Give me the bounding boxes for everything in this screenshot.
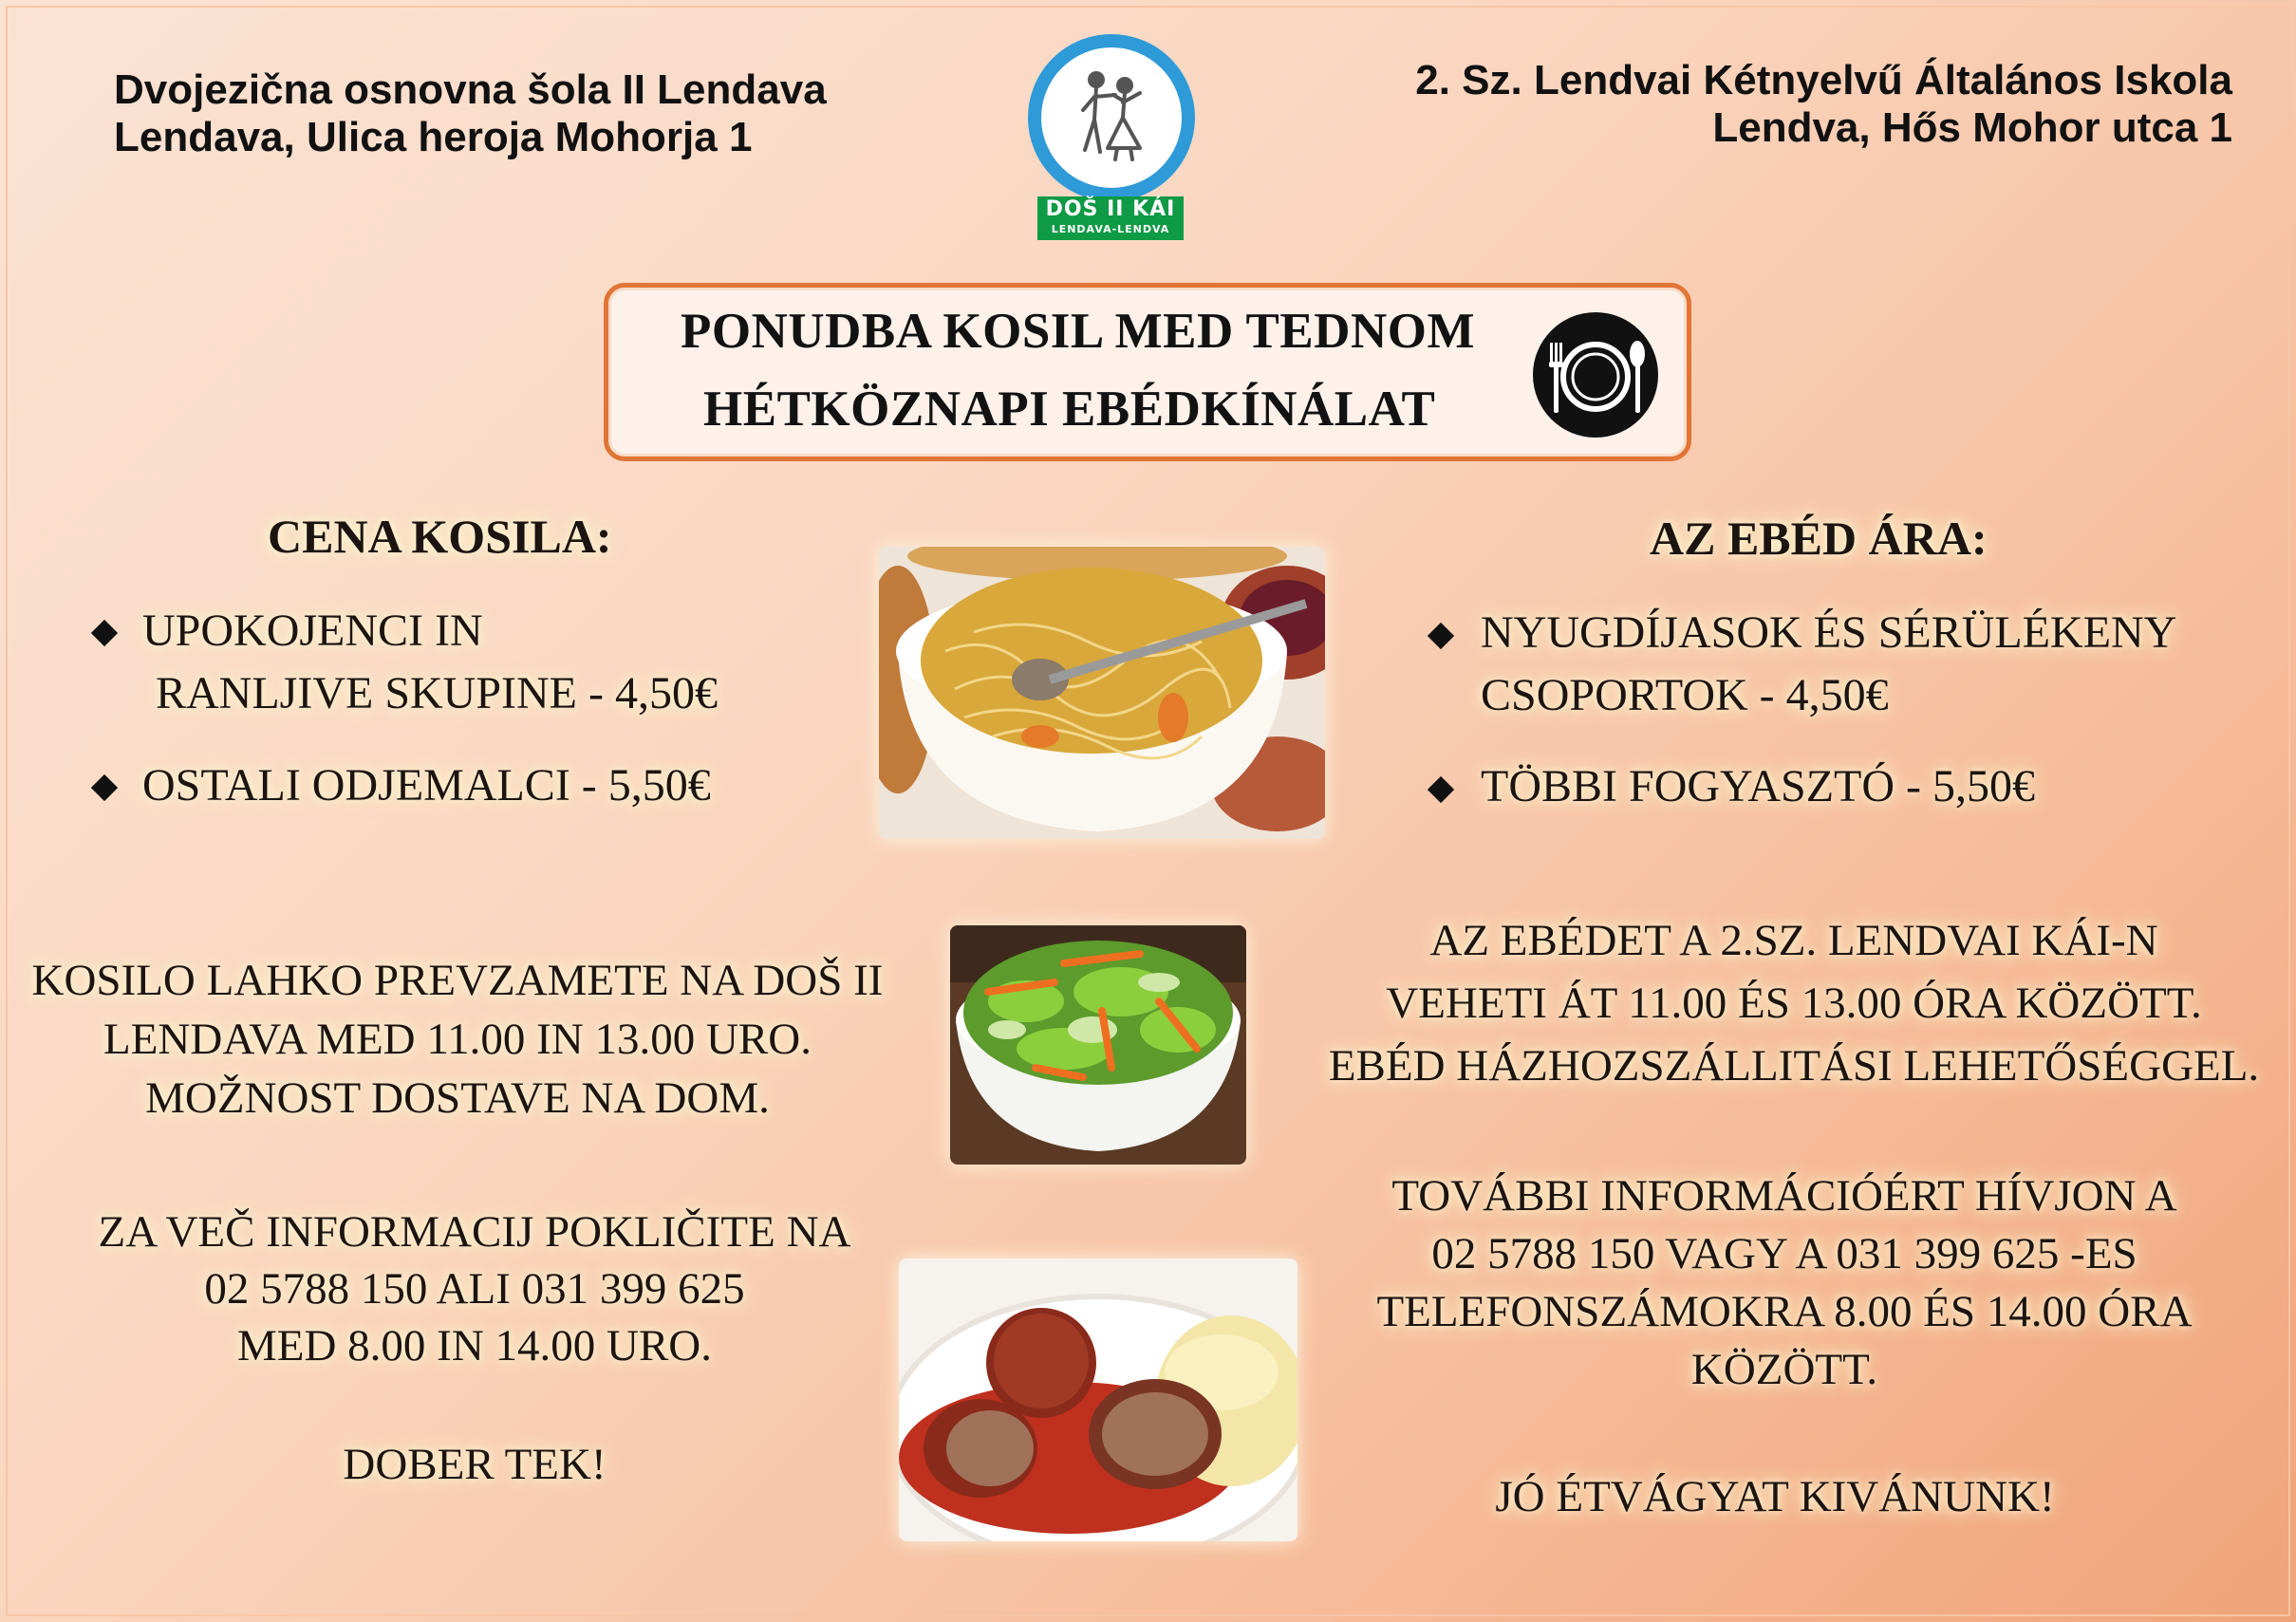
bullet-icon: [1428, 623, 1454, 649]
school-address-slovene: Lendava, Ulica heroja Mohorja 1: [114, 114, 753, 160]
pickup-line: KOSILO LAHKO PREVZAMETE NA DOŠ II: [31, 956, 884, 1005]
contact-line: 02 5788 150 VAGY A 031 399 625 -ES: [1431, 1229, 2137, 1278]
closing-slovene: DOBER TEK!: [343, 1440, 607, 1489]
salad-bowl-photo: [950, 925, 1246, 1165]
contact-line: KÖZÖTT.: [1690, 1345, 1878, 1394]
price-item-others-slovene: OSTALI ODJEMALCI - 5,50€: [142, 760, 711, 811]
logo-badge-title: DOŠ II KÁI: [1045, 197, 1176, 221]
contact-line: ZA VEČ INFORMACIJ POKLIČITE NA: [98, 1207, 851, 1257]
school-name-hungarian: 2. Sz. Lendvai Kétnyelvű Általános Iskola: [1415, 57, 2232, 103]
pickup-line: MOŽNOST DOSTAVE NA DOM.: [145, 1073, 770, 1123]
price-item-line: CSOPORTOK - 4,50€: [1481, 670, 1889, 720]
school-address-hungarian: Lendva, Hős Mohor utca 1: [1712, 104, 2232, 151]
school-header-hungarian: [1415, 57, 2232, 152]
title-slovene: PONUDBA KOSIL MED TEDNOM: [681, 304, 1476, 359]
closing-hungarian: JÓ ÉTVÁGYAT KIVÁNUNK!: [1495, 1472, 2055, 1521]
dancing-couple-icon: [1041, 47, 1182, 188]
bullet-icon: [91, 774, 118, 801]
pickup-info-hungarian: [1300, 909, 2287, 1097]
logo-badge: [1037, 196, 1184, 240]
contact-line: MED 8.00 IN 14.00 URO.: [236, 1321, 713, 1370]
price-item-pensioners-hungarian: [1481, 602, 2176, 727]
contact-line: 02 5788 150 ALI 031 399 625: [204, 1264, 745, 1314]
pickup-line: EBÉD HÁZHOZSZÁLLITÁSI LEHETŐSÉGGEL.: [1328, 1041, 2260, 1091]
price-item-line: NYUGDÍJASOK ÉS SÉRÜLÉKENY: [1481, 607, 2177, 658]
price-heading-slovene: CENA KOSILA:: [268, 510, 612, 563]
contact-info-hungarian: [1300, 1167, 2268, 1399]
pickup-line: AZ EBÉDET A 2.SZ. LENDVAI KÁI-N: [1429, 916, 2158, 965]
price-item-line: RANLJIVE SKUPINE - 4,50€: [156, 668, 718, 718]
price-item-others-hungarian: TÖBBI FOGYASZTÓ - 5,50€: [1481, 761, 2036, 811]
pickup-line: LENDAVA MED 11.00 IN 13.00 URO.: [103, 1015, 812, 1064]
logo-ring: [1028, 34, 1195, 201]
price-item-pensioners-slovene: [142, 600, 718, 725]
school-header-slovene: [114, 66, 827, 161]
school-name-slovene: Dvojezična osnovna šola II Lendava: [114, 66, 827, 113]
price-heading-hungarian: AZ EBÉD ÁRA:: [1650, 512, 1988, 565]
contact-line: TOVÁBBI INFORMÁCIÓÉRT HÍVJON A: [1391, 1171, 2177, 1221]
pickup-line: VEHETI ÁT 11.00 ÉS 13.00 ÓRA KÖZÖTT.: [1386, 979, 2202, 1028]
meatballs-mashed-potato-photo: [899, 1258, 1297, 1541]
title-hungarian: HÉTKÖZNAPI EBÉDKÍNÁLAT: [703, 382, 1436, 437]
bullet-icon: [1428, 776, 1454, 803]
title-box: [604, 283, 1691, 461]
contact-line: TELEFONSZÁMOKRA 8.00 ÉS 14.00 ÓRA: [1376, 1287, 2193, 1336]
noodle-soup-photo: [879, 547, 1325, 839]
contact-info-slovene: [0, 1203, 949, 1374]
pickup-info-slovene: [0, 951, 917, 1128]
logo-badge-subtitle: LENDAVA-LENDVA: [1051, 223, 1170, 235]
price-item-line: UPOKOJENCI IN: [142, 606, 483, 656]
plate-fork-spoon-icon: [1531, 310, 1660, 439]
bullet-icon: [91, 620, 118, 646]
school-logo: [1028, 34, 1195, 245]
